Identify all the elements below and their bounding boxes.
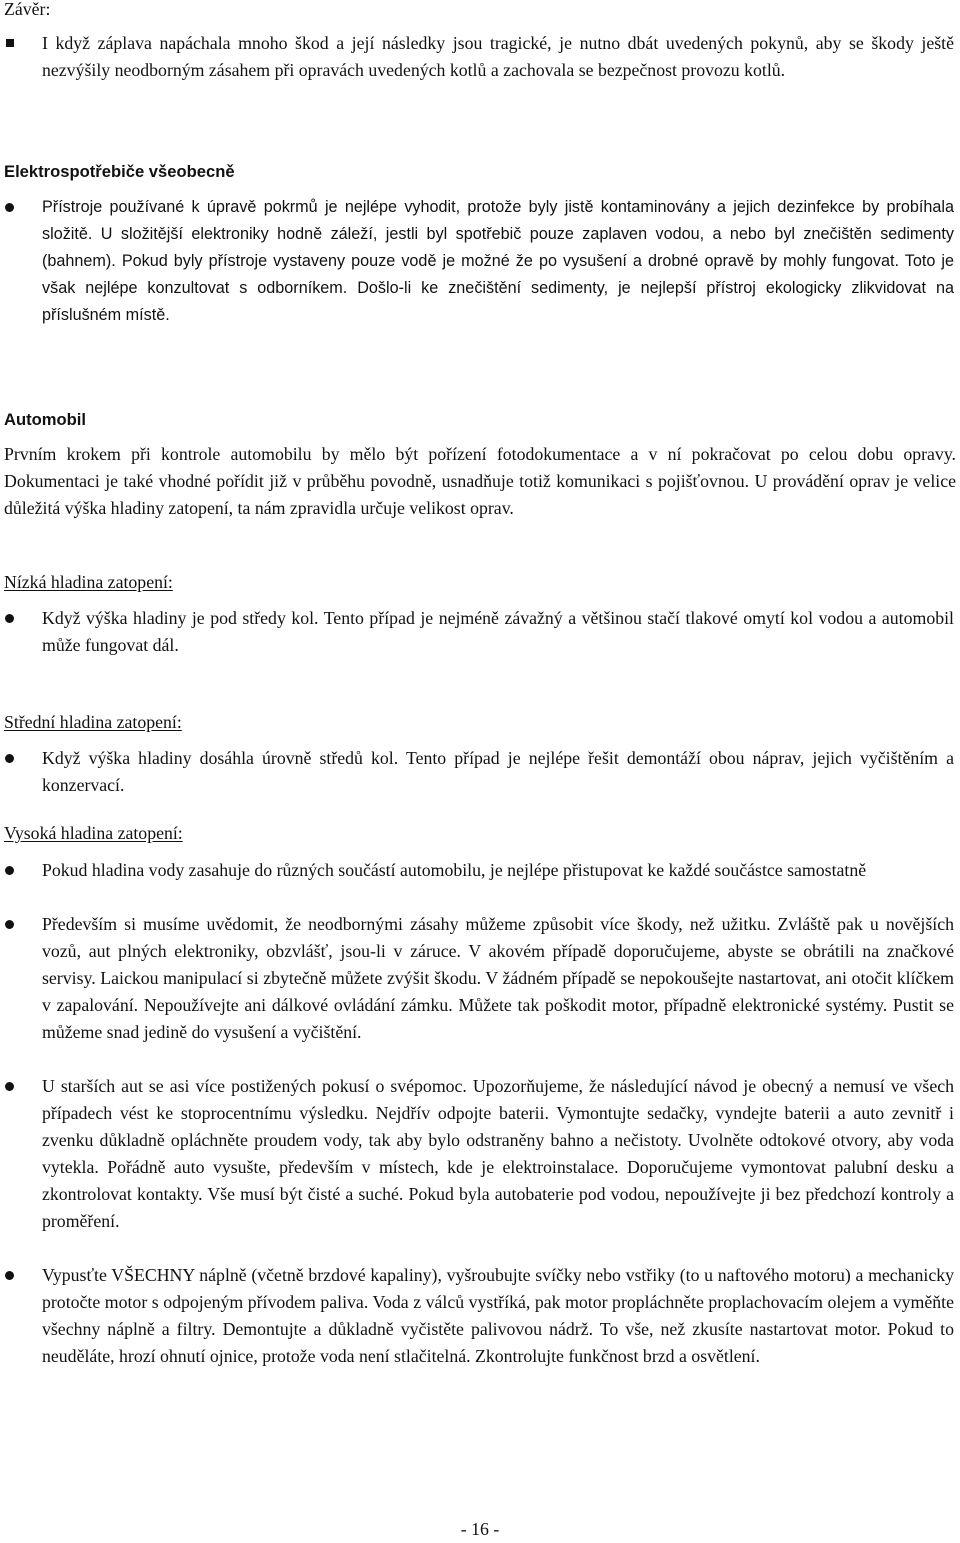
appliances-bullet-text: Přístroje používané k úpravě pokrmů je nejlépe vyhodit, protože byly jistě kontaminovány a jejich dezinfekce by probíhala složitě. U složitější elektroniky hodně záleží, jestli byl spotřebič pouze zaplaven vodou, a nebo byl znečištěn sedimenty (bahnem). Pokud byly přístroje vystaveny pouze vodě je možné že po vysušení a drobné opravě by mohly fungovat. Toto je však nejlépe konzultovat s odborníkem. Došlo-li ke znečištění sedimenty, je nejlepší přístroj ekologicky zlikvidovat na příslušném místě. <box>42 198 954 324</box>
low-level-bullet-text: Když výška hladiny je pod středy kol. Tento případ je nejméně závažný a většinou stačí tlakové omytí kol vodou a automobil může fungovat dál. <box>42 608 954 655</box>
high-level-bullet-text: Především si musíme uvědomit, že neodbornými zásahy můžeme způsobit více škody, než užitku. Zvláště pak u novějších vozů, aut plných elektroniky, obzvlášť, jsou-li v záruce. V akovém případě doporučujeme, abyste se obrátili na značkové servisy. Laickou manipulací si zbytečně můžete zvýšit škodu. V žádném případě se nepokoušejte nastartovat, ani otočit klíčkem v zapalování. Nepoužívejte ani dálkové ovládání zámku. Můžete tak poškodit motor, případně elektronické systémy. Pustit se můžeme snad jedině do vysušení a vyčištění. <box>42 914 954 1042</box>
page-number: - 16 - <box>460 1519 500 1539</box>
high-level-heading: Vysoká hladina zatopení: <box>4 823 183 843</box>
conclusion-heading: Závěr: <box>4 0 51 19</box>
appliances-heading: Elektrospotřebiče všeobecně <box>4 162 235 181</box>
round-bullet-icon <box>5 1271 14 1280</box>
round-bullet-icon <box>5 920 14 929</box>
high-level-bullet-item <box>42 911 954 1046</box>
high-level-bullet-text: Vypusťte VŠECHNY náplně (včetně brzdové kapaliny), vyšroubujte svíčky nebo vstřiky (to u naftového motoru) a mechanicky protočte motor s odpojeným přívodem paliva. Voda z válců vystříká, pak motor propláchněte proplachovacím olejem a vyměňte všechny náplně a filtry. Demontujte a důkladně vyčistěte palivovou nádrž. To vše, než zkusíte nastartovat motor. Pokud to neuděláte, hrozí ohnutí ojnice, protože voda není stlačitelná. Zkontrolujte funkčnost brzd a osvětlení. <box>42 1265 954 1366</box>
high-level-bullet-item <box>42 857 954 884</box>
appliances-bullet-item <box>42 194 954 329</box>
high-level-bullet-text: U starších aut se asi více postižených pokusí o svépomoc. Upozorňujeme, že následující návod je obecný a nemusí ve všech případech vést ke stoprocentnímu výsledku. Nejdřív odpojte baterii. Vymontujte sedačky, vyndejte baterii a auto zevnitř i zvenku důkladně opláchněte proudem vody, tak aby bylo odstraněny bahno a nečistoty. Uvolněte odtokové otvory, aby voda vytekla. Pořádně auto vysušte, především v místech, kde je elektroinstalace. Doporučujeme vymontovat palubní desku a zkontrolovat kontakty. Vše musí být čisté a suché. Pokud byla autobaterie pod vodou, nepoužívejte ji bez předchozí kontroly a proměření. <box>42 1076 954 1231</box>
round-bullet-icon <box>5 754 14 763</box>
low-level-bullet-item <box>42 605 954 659</box>
medium-level-heading: Střední hladina zatopení: <box>4 712 182 732</box>
car-intro-paragraph: Prvním krokem při kontrole automobilu by mělo být pořízení fotodokumentace a v ní pokračovat po celou dobu opravy. Dokumentaci je také vhodné pořídit již v průběhu povodně, usnadňuje totiž komunikaci s pojišťovnou. U provádění oprav je velice důležitá výška hladiny zatopení, ta nám zpravidla určuje velikost oprav. <box>4 444 956 518</box>
high-level-bullet-text: Pokud hladina vody zasahuje do různých součástí automobilu, je nejlépe přistupovat ke každé součástce samostatně <box>42 860 867 880</box>
round-bullet-icon <box>5 866 14 875</box>
conclusion-bullet-text: I když záplava napáchala mnoho škod a její následky jsou tragické, je nutno dbát uvedených pokynů, aby se škody ještě nezvýšily neodborným zásahem při opravách uvedených kotlů a zachovala se bezpečnost provozu kotlů. <box>42 33 954 80</box>
high-level-bullet-item <box>42 1262 954 1370</box>
conclusion-bullet-item <box>42 30 954 84</box>
medium-level-bullet-text: Když výška hladiny dosáhla úrovně středů kol. Tento případ je nejlépe řešit demontáží obou náprav, jejich vyčištěním a konzervací. <box>42 748 954 795</box>
round-bullet-icon <box>5 203 14 212</box>
car-heading: Automobil <box>4 410 87 429</box>
high-level-bullet-item <box>42 1073 954 1234</box>
low-level-heading: Nízká hladina zatopení: <box>4 572 173 592</box>
square-bullet-icon <box>6 39 14 47</box>
medium-level-bullet-item <box>42 745 954 799</box>
round-bullet-icon <box>5 614 14 623</box>
round-bullet-icon <box>5 1082 14 1091</box>
